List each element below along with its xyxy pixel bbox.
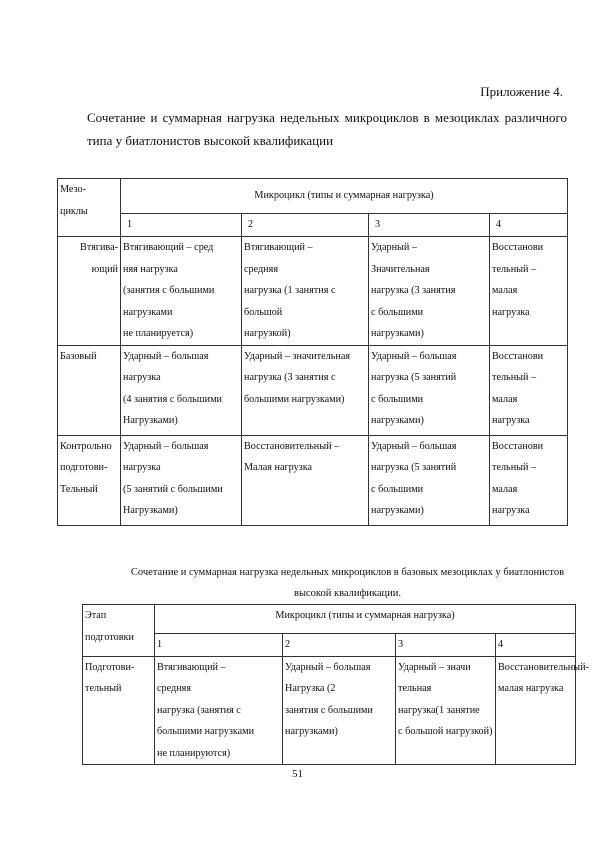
- table-cell: Ударный – значи тельная нагрузка(1 занятие с большой нагрузкой): [396, 656, 496, 765]
- table-cell: Восстанови тельный – малая нагрузка: [490, 435, 568, 525]
- table2-row-header: Этап подготовки: [83, 605, 155, 657]
- table1-col-3: 3: [369, 214, 490, 237]
- table2-col-1: 1: [155, 634, 283, 657]
- table-row: [58, 237, 568, 346]
- table-cell: Ударный – большая нагрузка (5 занятий с большими нагрузками): [369, 345, 490, 435]
- table-cell: Втягивающий – средняя нагрузка (занятия с большими нагрузками не планируются): [155, 656, 283, 765]
- table2-column-numbers: [83, 634, 576, 657]
- table2-col-3: 3: [396, 634, 496, 657]
- base-mesocycle-table: [82, 604, 589, 765]
- appendix-label: Приложение 4.: [480, 84, 563, 99]
- table1-col-2: 2: [242, 214, 369, 237]
- table-cell: Восстанови тельный – малая нагрузка: [490, 237, 568, 346]
- table-cell: Восстановительный – Малая нагрузка: [242, 435, 369, 525]
- table-cell: Втягивающий – сред няя нагрузка (занятия с большими нагрузками не планируется): [121, 237, 242, 346]
- table1-header-row: [58, 179, 568, 214]
- table1-group-header: Микроцикл (типы и суммарная нагрузка): [121, 179, 568, 214]
- table2-caption: Сочетание и суммарная нагрузка недельных микроциклов в базовых мезоциклах у биатлонистов высокой квалификации.: [130, 567, 565, 599]
- row-label: Подготови- тельный: [83, 656, 155, 765]
- table2-group-header: Микроцикл (типы и суммарная нагрузка): [155, 605, 576, 634]
- table1-col-1: 1: [121, 214, 242, 237]
- table2-col-2: 2: [283, 634, 396, 657]
- table-cell: Ударный – большая нагрузка (5 занятий с большими Нагрузками): [121, 435, 242, 525]
- table-row: [83, 656, 576, 765]
- table-row: [58, 435, 568, 525]
- table-cell: Втягивающий – средняя нагрузка (1 занятия с большой нагрузкой): [242, 237, 369, 346]
- table-cell: Ударный – большая нагрузка (5 занятий с большими нагрузками): [369, 435, 490, 525]
- document-title: Сочетание и суммарная нагрузка недельных микроциклов в мезоциклах различного типа у биатлонистов высокой квалификации: [87, 110, 567, 148]
- table-cell: Восстановительный- малая нагрузка: [496, 656, 576, 765]
- row-label: Базовый: [58, 345, 121, 435]
- table1-row-header: Мезо- циклы: [58, 179, 121, 237]
- table2-header-row: [83, 605, 576, 634]
- table-row: [58, 345, 568, 435]
- table2-col-4: 4: [496, 634, 576, 657]
- row-label: Контрольно подготови- Тельный: [58, 435, 121, 525]
- page-number: 51: [292, 768, 303, 780]
- table-cell: Ударный – большая нагрузка (4 занятия с большими Нагрузками): [121, 345, 242, 435]
- table-cell: Ударный – большая Нагрузка (2 занятия с большими нагрузками): [283, 656, 396, 765]
- row-label: Втягива- ющий: [58, 237, 121, 346]
- table1-column-numbers: [58, 214, 568, 237]
- table1-col-4: 4: [490, 214, 568, 237]
- mesocycle-table: [57, 178, 568, 526]
- table-cell: Ударный – значительная нагрузка (3 занятия с большими нагрузками): [242, 345, 369, 435]
- table-cell: Восстанови тельный – малая нагрузка: [490, 345, 568, 435]
- table-cell: Ударный – Значительная нагрузка (3 занятия с большими нагрузками): [369, 237, 490, 346]
